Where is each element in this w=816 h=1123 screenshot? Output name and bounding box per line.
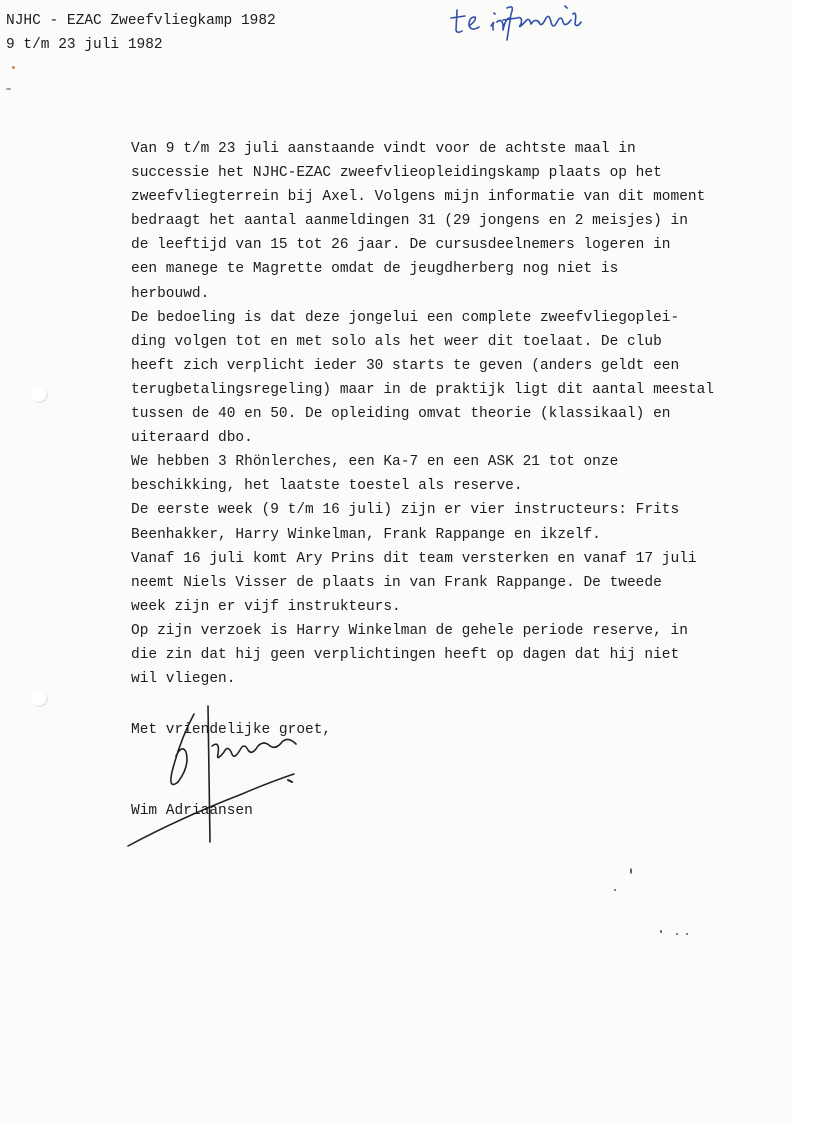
letter-header	[6, 9, 276, 57]
handwritten-note-icon	[447, 0, 587, 46]
header-date: 9 t/m 23 juli 1982	[6, 37, 163, 53]
body-line: We hebben 3 Rhönlerches, een Ka-7 en een ASK 21 tot onze	[131, 454, 619, 471]
body-line: terugbetalingsregeling) maar in de praktijk ligt dit aantal meestal	[131, 381, 714, 398]
body-line: Op zijn verzoek is Harry Winkelman de gehele periode reserve, in	[131, 622, 688, 639]
body-line: successie het NJHC-EZAC zweefvlieopleidingskamp plaats op het	[131, 165, 662, 182]
body-line: die zin dat hij geen verplichtingen heeft op dagen dat hij niet	[131, 646, 680, 663]
body-line: ding volgen tot en met solo als het weer dit toelaat. De club	[131, 333, 662, 350]
body-line: week zijn er vijf instrukteurs.	[131, 598, 401, 615]
header-title: NJHC - EZAC Zweefvliegkamp 1982	[6, 13, 276, 29]
signer-name: Wim Adriaansen	[131, 803, 253, 819]
body-line: neemt Niels Visser de plaats in van Frank Rappange. De tweede	[131, 574, 662, 591]
signature-icon	[120, 700, 320, 860]
punch-hole-icon	[31, 386, 48, 403]
body-line: een manege te Magrette omdat de jeugdherberg nog niet is	[131, 261, 619, 278]
paper-speck	[6, 88, 11, 90]
body-line: herbouwd.	[131, 285, 210, 302]
body-line: tussen de 40 en 50. De opleiding omvat theorie (klassikaal) en	[131, 406, 671, 423]
body-line: heeft zich verplicht ieder 30 starts te geven (anders geldt een	[131, 357, 680, 374]
body-line: bedraagt het aantal aanmeldingen 31 (29 jongens en 2 meisjes) in	[131, 213, 688, 230]
paper-speck	[676, 933, 678, 935]
body-line: De eerste week (9 t/m 16 juli) zijn er vier instructeurs: Frits	[131, 502, 680, 519]
body-line: zweefvliegterrein bij Axel. Volgens mijn informatie van dit moment	[131, 189, 706, 206]
body-line: beschikking, het laatste toestel als reserve.	[131, 478, 523, 495]
body-line: de leeftijd van 15 tot 26 jaar. De cursusdeelnemers logeren in	[131, 237, 671, 254]
body-line: Beenhakker, Harry Winkelman, Frank Rappange en ikzelf.	[131, 526, 601, 543]
page-background-edge	[793, 0, 816, 1123]
body-line: Vanaf 16 juli komt Ary Prins dit team versterken en vanaf 17 juli	[131, 550, 697, 567]
paper-speck	[630, 868, 632, 874]
body-line: De bedoeling is dat deze jongelui een complete zweefvliegoplei-	[131, 309, 680, 326]
paper-speck	[614, 889, 616, 891]
body-line: Van 9 t/m 23 juli aanstaande vindt voor de achtste maal in	[131, 141, 636, 157]
body-line: wil vliegen.	[131, 671, 236, 688]
punch-hole-icon	[31, 690, 48, 707]
body-line: uiteraard dbo.	[131, 430, 253, 447]
paper-speck	[12, 66, 15, 69]
letter-body	[131, 137, 791, 691]
closing-greeting: Met vriendelijke groet,	[131, 722, 332, 738]
paper-speck	[686, 933, 688, 935]
paper-speck	[660, 930, 662, 933]
